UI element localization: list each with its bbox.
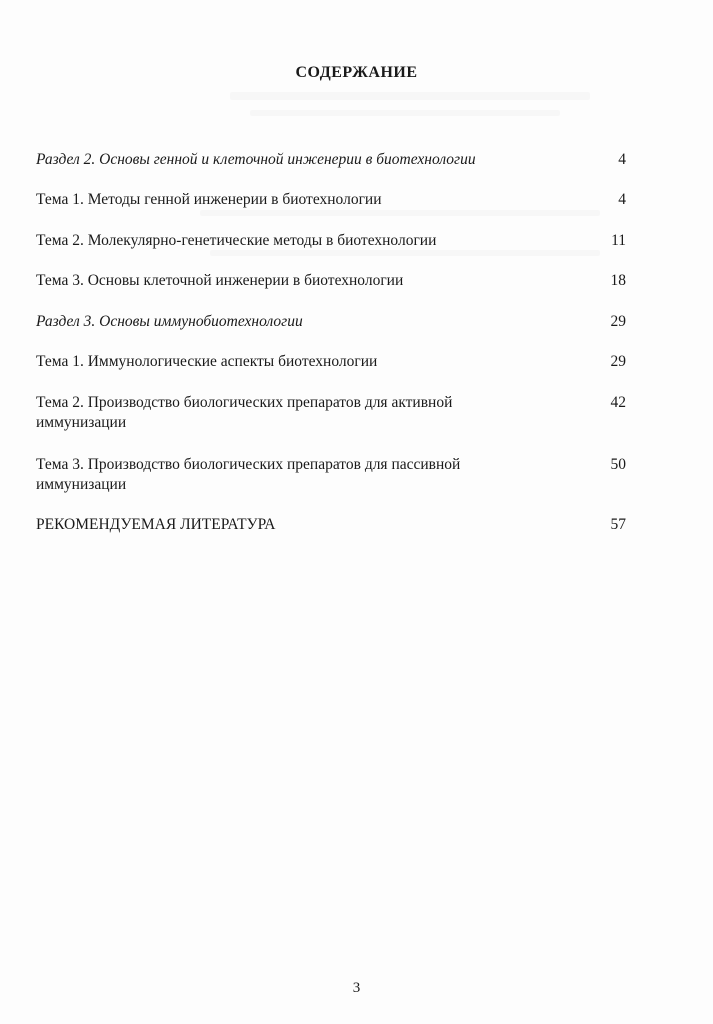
- toc-entry-label: Тема 3. Основы клеточной инженерии в биотехнологии: [36, 272, 404, 289]
- toc-entry-label: Тема 2. Производство биологических препаратов для активной иммунизации: [36, 394, 453, 431]
- toc-entry-label: Тема 2. Молекулярно-генетические методы в биотехнологии: [36, 232, 437, 249]
- toc-entry-label: Тема 1. Иммунологические аспекты биотехнологии: [36, 353, 378, 370]
- show-through: [200, 210, 600, 216]
- toc-entry-label: Раздел 2. Основы генной и клеточной инженерии в биотехнологии: [36, 151, 476, 168]
- toc-entry-topic-2: [36, 231, 626, 251]
- toc-entry-page: 42: [610, 394, 626, 411]
- toc-entry-page: 4: [618, 191, 626, 208]
- footer-page-number: 3: [352, 980, 361, 996]
- toc-entry-page: 18: [610, 272, 626, 289]
- toc-entry-section-2: [36, 150, 626, 170]
- toc-entry-page: 4: [618, 151, 626, 168]
- toc-entry-page: 29: [610, 313, 626, 330]
- toc-entry-topic-3b: [36, 455, 626, 495]
- toc-entry-label: Тема 1. Методы генной инженерии в биотехнологии: [36, 191, 382, 208]
- toc-entry-topic-1b: [36, 352, 626, 372]
- show-through: [230, 92, 590, 100]
- toc-entry-topic-1: [36, 190, 626, 210]
- toc-entry-page: 57: [610, 516, 626, 533]
- toc-entry-references: [36, 515, 626, 535]
- page-title: СОДЕРЖАНИЕ: [295, 64, 418, 81]
- toc-entry-topic-2b: [36, 393, 626, 433]
- toc-entry-label: Раздел 3. Основы иммунобиотехнологии: [36, 313, 303, 330]
- show-through: [250, 110, 560, 116]
- toc-entry-page: 29: [610, 353, 626, 370]
- toc-entry-section-3: [36, 312, 626, 332]
- toc-entry-label: Тема 3. Производство биологических препаратов для пассивной иммунизации: [36, 456, 461, 493]
- toc-entry-page: 50: [610, 456, 626, 473]
- toc-entry-page: 11: [611, 232, 626, 249]
- toc-entry-label: РЕКОМЕНДУЕМАЯ ЛИТЕРАТУРА: [36, 516, 276, 533]
- toc-entry-topic-3: [36, 271, 626, 291]
